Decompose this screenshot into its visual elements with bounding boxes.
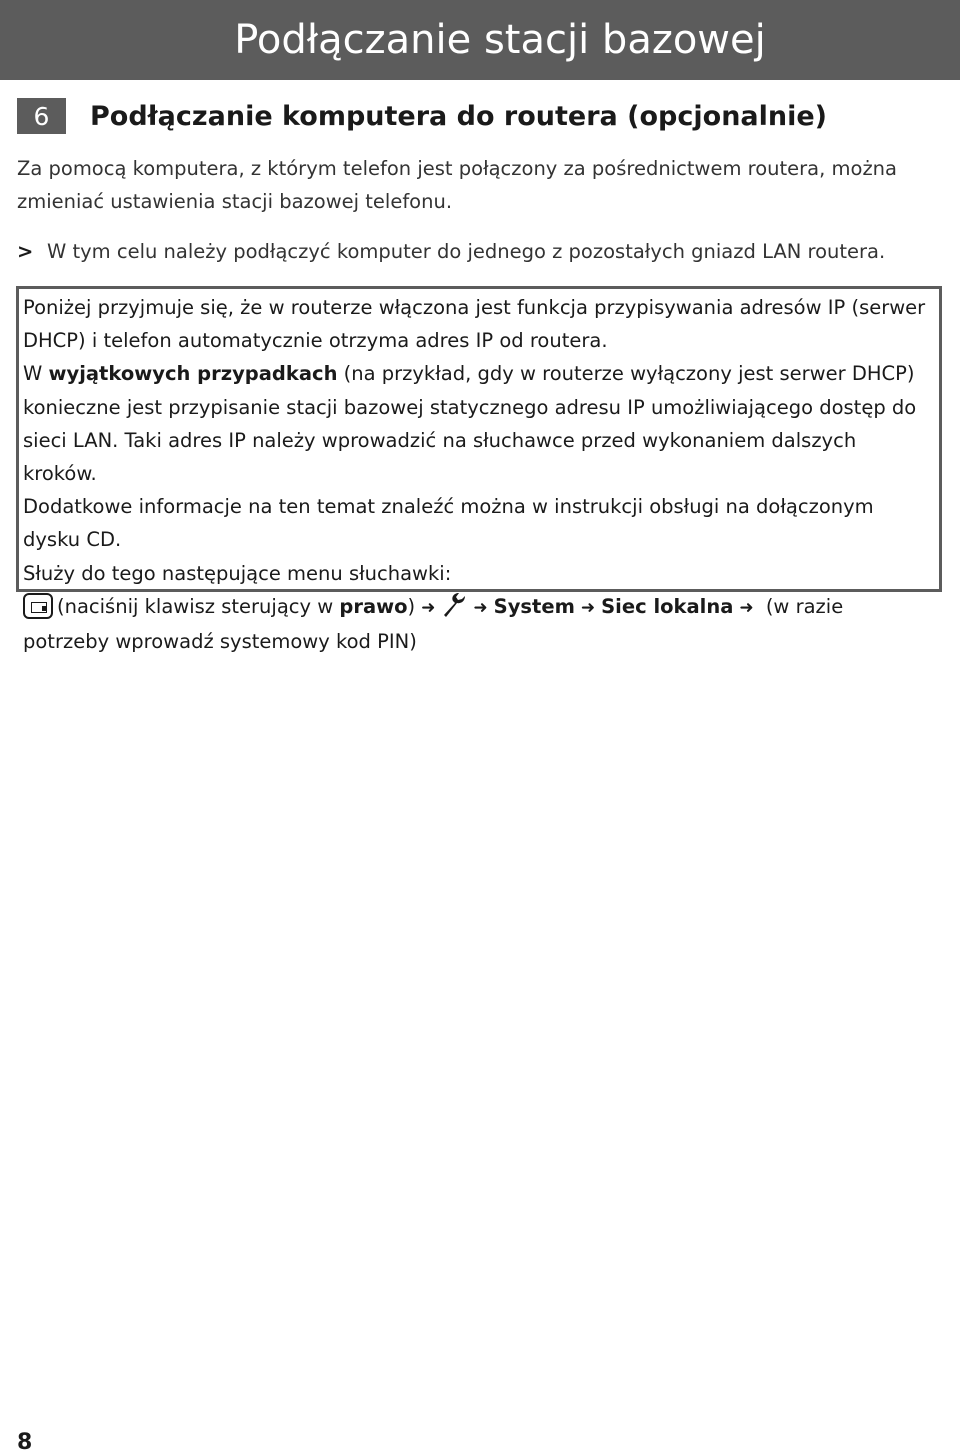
- intro-paragraph: Za pomocą komputera, z którym telefon jest połączony za pośrednictwem routera, można zmieniać ustawienia stacji bazowej telefonu.: [17, 157, 897, 213]
- menu-press-text: (naciśnij klawisz sterujący w: [57, 594, 340, 618]
- note-emphasis: wyjątkowych przypadkach: [48, 362, 338, 386]
- note-paragraph-menu-intro: Służy do tego następujące menu słuchawki:: [23, 561, 452, 585]
- step-title: Podłączanie komputera do routera (opcjonalnie): [90, 100, 828, 132]
- arrow-right-icon: ➜: [473, 597, 488, 618]
- page-title: Podłączanie stacji bazowej: [234, 17, 766, 63]
- note-text: (na przykład, gdy w routerze wyłączony jest serwer DHCP) konieczne jest przypisanie stacji bazowej statycznego adresu IP umożliwiającego dostęp do sieci LAN. Taki adres IP należy wprowadzić na słuchawce przed wykonaniem dalszych kroków.: [23, 362, 917, 486]
- menu-press-direction: prawo: [339, 594, 408, 618]
- arrow-right-icon: ➜: [580, 597, 596, 618]
- action-text: W tym celu należy podłączyć komputer do jednego z pozostałych gniazd LAN routera.: [47, 240, 886, 263]
- arrow-right-icon: ➜: [739, 597, 754, 618]
- control-key-icon: [23, 593, 53, 619]
- arrow-right-icon: ➜: [421, 597, 436, 618]
- menu-path: [19, 590, 939, 658]
- action-step: [17, 235, 937, 268]
- step-number-badge: 6: [17, 98, 66, 134]
- menu-press-suffix: ): [407, 594, 416, 618]
- menu-item-system: System: [493, 594, 575, 618]
- note-paragraph-dhcp: Poniżej przyjmuje się, że w routerze włączona jest funkcja przypisywania adresów IP (serwer DHCP) i telefon automatycznie otrzyma adres IP od routera.: [23, 296, 926, 353]
- step-heading: [17, 98, 827, 134]
- wrench-icon: [441, 591, 467, 617]
- page-header-banner: [0, 0, 960, 80]
- note-text: W: [23, 362, 49, 386]
- note-paragraph-exceptions: [19, 357, 939, 490]
- menu-tail-text: (w razie potrzeby wprowadź systemowy kod PIN): [23, 594, 844, 654]
- action-marker-icon: >: [17, 240, 34, 263]
- note-box: [16, 286, 942, 654]
- menu-item-lan: Siec lokalna: [601, 594, 734, 618]
- page-number: 8: [17, 1430, 33, 1455]
- note-paragraph-cd: Dodatkowe informacje na ten temat znaleźć można w instrukcji obsługi na dołączonym dysku CD.: [23, 495, 874, 552]
